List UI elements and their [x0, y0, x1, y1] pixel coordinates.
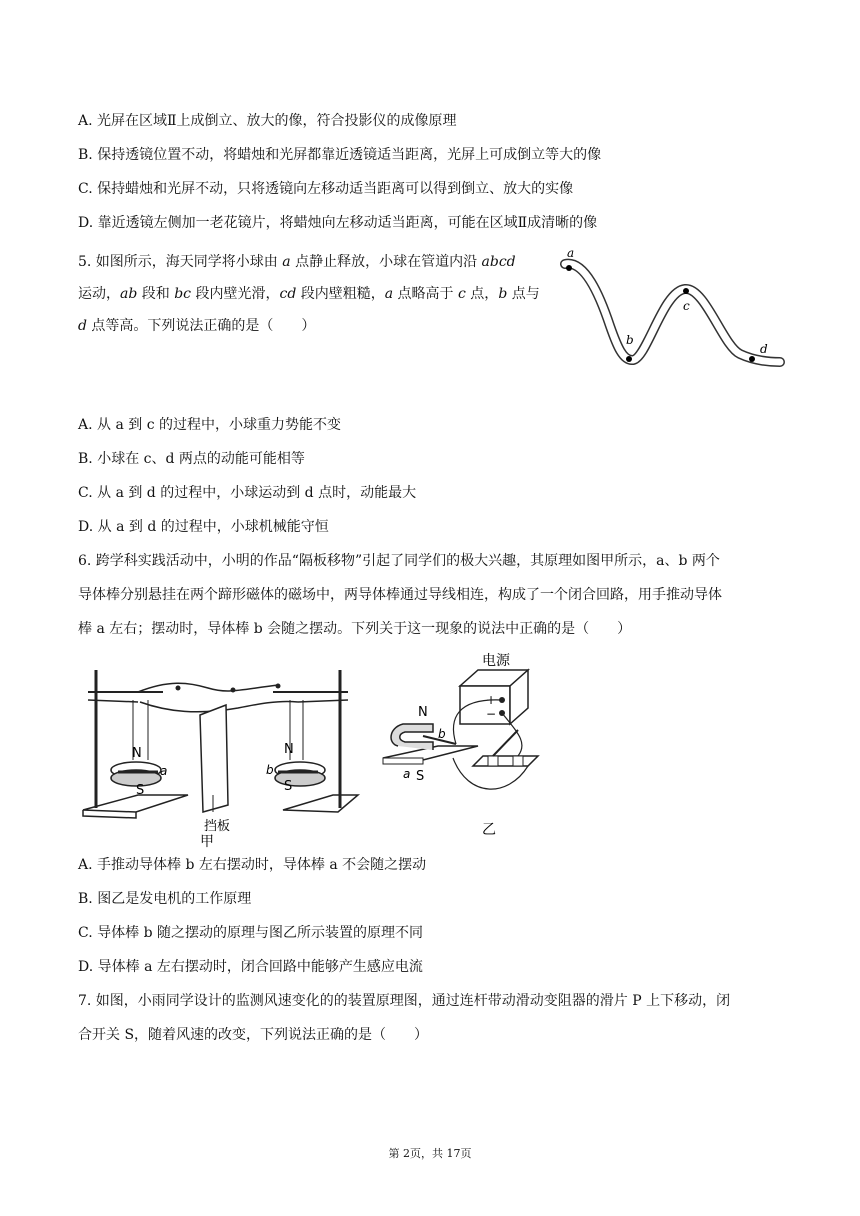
fig-label-a: a: [567, 246, 575, 260]
fig-yi-caption: 乙: [482, 822, 496, 838]
track-figure: [555, 246, 785, 376]
fig-yi-minus: −: [486, 707, 497, 721]
q5-option-c: C. 从 a 到 d 的过程中，小球运动到 d 点时，动能最大: [78, 485, 417, 501]
ball-point-a: [566, 265, 572, 271]
fig-jia-board-label: 挡板: [204, 819, 231, 834]
option-b-prev: B. 保持透镜位置不动，将蜡烛和光屏都靠近透镜适当距离，光屏上可成倒立等大的像: [78, 147, 602, 163]
ball-point-c: [683, 288, 689, 294]
fig-yi-b: b: [438, 727, 446, 741]
ball-point-d: [749, 356, 755, 362]
fig-jia-s1: S: [136, 783, 145, 798]
question-6-stem-2: 导体棒分别悬挂在两个蹄形磁体的磁场中，两导体棒通过导线相连，构成了一个闭合回路，用手推动导体: [78, 587, 722, 603]
fig-yi-n: N: [418, 705, 428, 720]
fig-jia-a: a: [160, 764, 168, 778]
fig-label-b: b: [626, 333, 634, 347]
figure-yi: [378, 648, 578, 838]
q5-option-b: B. 小球在 c、d 两点的动能可能相等: [78, 451, 305, 467]
fig-jia-b: b: [266, 763, 274, 777]
ball-point-b: [626, 356, 632, 362]
q6-option-d: D. 导体棒 a 左右摆动时，闭合回路中能够产生感应电流: [78, 959, 423, 975]
question-6-stem-3: 棒 a 左右；摆动时，导体棒 b 会随之摆动。下列关于这一现象的说法中正确的是（ ）: [78, 621, 632, 637]
option-d-prev: D. 靠近透镜左侧加一老花镜片，将蜡烛向左移动适当距离，可能在区域Ⅱ成清晰的像: [78, 215, 598, 231]
question-7-stem-2: 合开关 S，随着风速的改变，下列说法正确的是（ ）: [78, 1027, 429, 1043]
q6-option-c: C. 导体棒 b 随之摆动的原理与图乙所示装置的原理不同: [78, 925, 423, 941]
fig-label-c: c: [683, 299, 690, 313]
fig-jia-caption: 甲: [200, 834, 214, 850]
q5-option-a: A. 从 a 到 c 的过程中，小球重力势能不变: [78, 417, 341, 433]
option-c-prev: C. 保持蜡烛和光屏不动，只将透镜向左移动适当距离可以得到倒立、放大的实像: [78, 181, 574, 197]
q5-option-d: D. 从 a 到 d 的过程中，小球机械能守恒: [78, 519, 329, 535]
fig-yi-plus: +: [486, 693, 497, 707]
option-a-prev: A. 光屏在区域Ⅱ上成倒立、放大的像，符合投影仪的成像原理: [78, 113, 457, 129]
fig-label-d: d: [760, 342, 768, 356]
q6-option-b: B. 图乙是发电机的工作原理: [78, 891, 252, 907]
question-6-stem-1: 6. 跨学科实践活动中，小明的作品“隔板移物”引起了同学们的极大兴趣，其原理如图甲所示，a、b 两个: [78, 553, 720, 569]
page-footer: 第 2页，共 17页: [388, 1147, 472, 1160]
question-5-stem: 5. 如图所示，海天同学将小球由 a 点静止释放，小球在管道内沿 abcd 运动，ab 段和 bc 段内壁光滑，cd 段内壁粗糙，a 点略高于 c 点，b 点与 d 点等高。下列说法正确的是（ ）: [78, 254, 540, 334]
fig-yi-power: 电源: [482, 653, 510, 669]
fig-yi-a: a: [403, 767, 411, 781]
figure-jia: [78, 660, 368, 850]
fig-jia-n1: N: [132, 746, 142, 761]
q6-option-a: A. 手推动导体棒 b 左右摆动时，导体棒 a 不会随之摆动: [78, 857, 427, 873]
question-7-stem-1: 7. 如图，小雨同学设计的监测风速变化的的装置原理图，通过连杆带动滑动变阻器的滑片 P 上下移动，闭: [78, 993, 731, 1009]
fig-yi-s: S: [416, 769, 425, 784]
fig-jia-n2: N: [284, 742, 294, 757]
fig-jia-s2: S: [284, 779, 293, 794]
